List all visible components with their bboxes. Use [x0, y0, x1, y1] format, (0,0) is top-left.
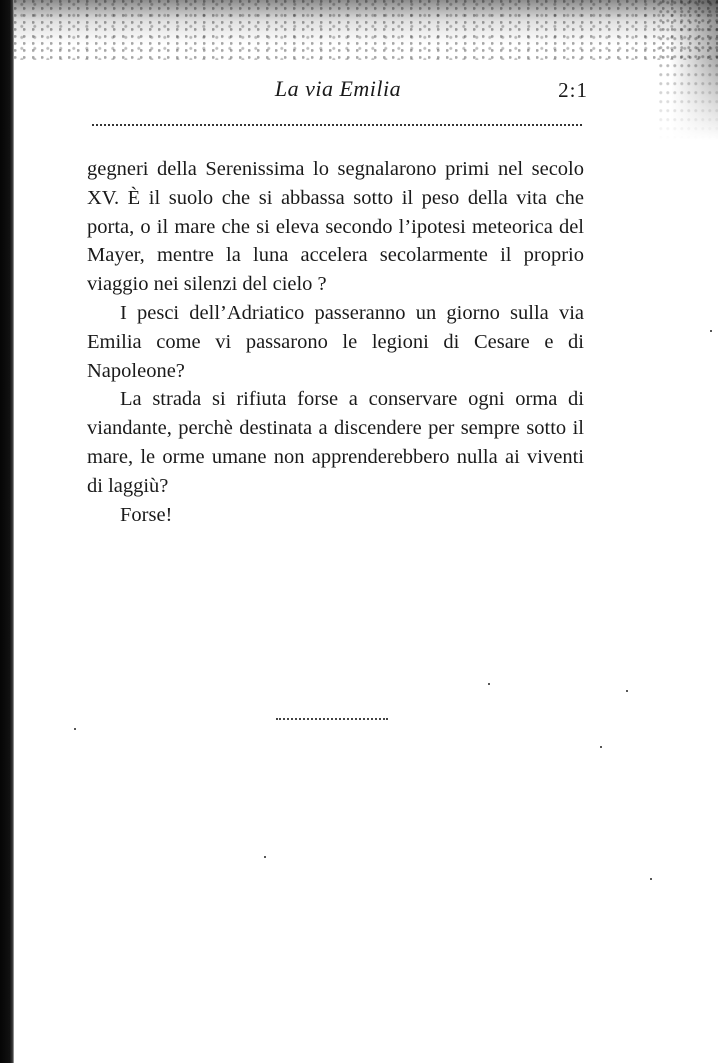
running-title: La via Emilia: [274, 76, 402, 101]
body-text: [87, 155, 584, 529]
running-head: [88, 76, 588, 108]
scan-speck: [264, 856, 266, 858]
scan-speck: [488, 683, 490, 685]
scan-speck: [626, 690, 628, 692]
paragraph-continuation: gegneri della Serenissima lo segnalarono primi nel secolo XV. È il suolo che si abbassa sotto il peso della vita che porta, o il mare che si eleva secondo l’ipotesi meteorica del Mayer, mentre la luna accelera secolarmente il proprio viaggio nei silenzi del cielo ?: [87, 158, 584, 296]
scan-speck: [650, 878, 652, 880]
paragraph: La strada si rifiuta forse a conservare ogni orma di viandante, perchè destinata a discendere per sempre sotto il mare, le orme umane non apprenderebbero nulla ai viventi di laggiù?: [87, 388, 584, 497]
paragraph: Forse!: [120, 503, 173, 526]
scan-noise-corner: [658, 0, 718, 140]
scan-noise-top: [14, 0, 718, 60]
scan-speck: [74, 728, 76, 730]
header-dotted-rule: [92, 124, 582, 126]
scan-speck: [710, 330, 712, 332]
paragraph: I pesci dell’Adriatico passeranno un giorno sulla via Emilia come vi passarono le legioni di Cesare e di Napoleone?: [87, 301, 584, 382]
end-dotted-rule: [276, 718, 388, 720]
scan-speck: [600, 746, 602, 748]
binding-edge: [0, 0, 14, 1063]
page-number: 2:1: [558, 78, 588, 102]
